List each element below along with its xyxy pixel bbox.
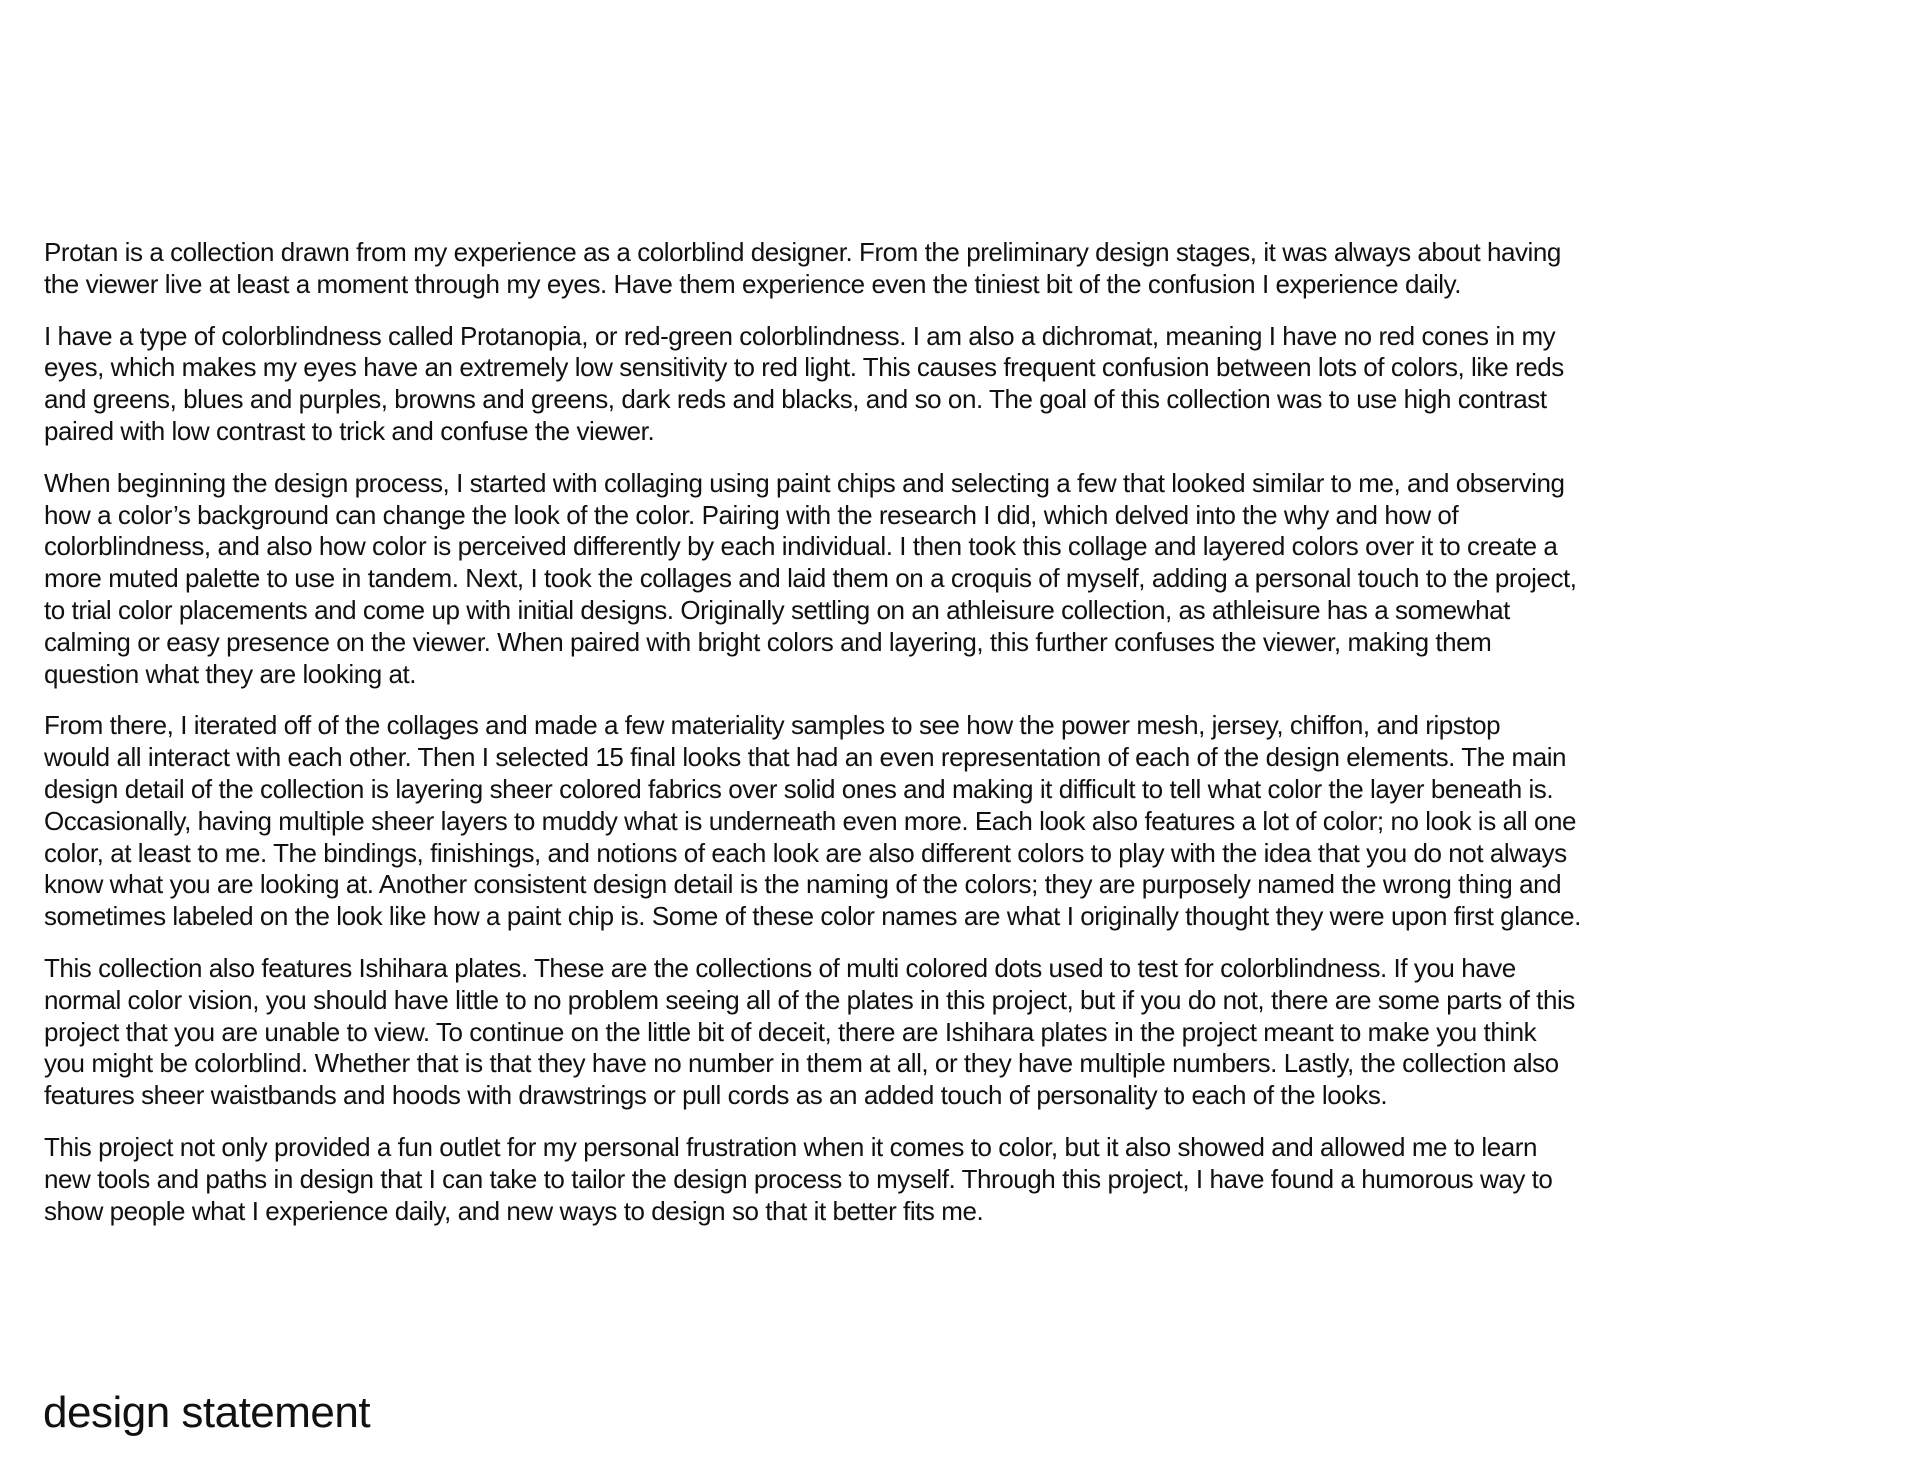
text-line: Protan is a collection drawn from my experience as a colorblind designer. From the preliminary design stages, it was always about having [44, 237, 1561, 267]
text-line: eyes, which makes my eyes have an extremely low sensitivity to red light. This causes frequent confusion between lots of colors, like reds [44, 352, 1564, 383]
text-line: This collection also features Ishihara plates. These are the collections of multi colored dots used to test for colorblindness. If you have [44, 952, 1516, 983]
design-statement-body [44, 237, 1904, 1247]
text-line: This project not only provided a fun outlet for my personal frustration when it comes to color, but it also showed and allowed me to learn [44, 1131, 1537, 1162]
section-heading: design statement [43, 1388, 371, 1437]
text-line: Occasionally, having multiple sheer layers to muddy what is underneath even more. Each look also features a lot of color; no look is all one [44, 805, 1577, 836]
text-line: know what you are looking at. Another consistent design detail is the naming of the colors; they are purposely named the wrong thing and [44, 869, 1562, 900]
text-line: sometimes labeled on the look like how a paint chip is. Some of these color names are what I originally thought they were upon first glance. [44, 901, 1581, 932]
text-line: features sheer waistbands and hoods with drawstrings or pull cords as an added touch of personality to each of the looks. [44, 1080, 1388, 1111]
paragraph [44, 953, 1904, 1112]
paragraph [44, 1132, 1904, 1227]
text-line: calming or easy presence on the viewer. When paired with bright colors and layering, this further confuses the viewer, making them [44, 626, 1492, 657]
text-line: you might be colorblind. Whether that is that they have no number in them at all, or they have multiple numbers. Lastly, the collection also [44, 1048, 1559, 1079]
text-line: paired with low contrast to trick and confuse the viewer. [44, 415, 655, 446]
text-line: normal color vision, you should have little to no problem seeing all of the plates in this project, but if you do not, there are some parts of this [44, 984, 1575, 1015]
paragraph [44, 237, 1904, 301]
text-line: and greens, blues and purples, browns and greens, dark reds and blacks, and so on. The goal of this collection was to use high contrast [44, 384, 1547, 415]
text-line: From there, I iterated off of the collages and made a few materiality samples to see how the power mesh, jersey, chiffon, and ripstop [44, 710, 1501, 741]
text-line: I have a type of colorblindness called Protanopia, or red-green colorblindness. I am also a dichromat, meaning I have no red cones in my [44, 320, 1556, 351]
text-line: design detail of the collection is layering sheer colored fabrics over solid ones and making it difficult to tell what color the layer beneath is. [44, 773, 1554, 804]
text-line: colorblindness, and also how color is perceived differently by each individual. I then took this collage and layered colors over it to create a [44, 531, 1558, 562]
text-line: show people what I experience daily, and new ways to design so that it better fits me. [44, 1195, 984, 1226]
text-line: question what they are looking at. [44, 658, 417, 689]
text-line: the viewer live at least a moment through my eyes. Have them experience even the tiniest bit of the confusion I experience daily. [44, 268, 1462, 299]
paragraph [44, 321, 1904, 448]
text-line: to trial color placements and come up with initial designs. Originally settling on an athleisure collection, as athleisure has a somewhat [44, 594, 1510, 625]
text-line: color, at least to me. The bindings, finishings, and notions of each look are also different colors to play with the idea that you do not always [44, 837, 1567, 868]
text-line: would all interact with each other. Then I selected 15 final looks that had an even representation of each of the design elements. The main [44, 742, 1567, 773]
text-line: project that you are unable to view. To continue on the little bit of deceit, there are Ishihara plates in the project meant to make you think [44, 1016, 1537, 1047]
paragraph [44, 710, 1904, 933]
text-line: how a color’s background can change the look of the color. Pairing with the research I did, which delved into the why and how of [44, 499, 1459, 530]
text-line: more muted palette to use in tandem. Next, I took the collages and laid them on a croquis of myself, adding a personal touch to the project, [44, 563, 1577, 594]
paragraph [44, 468, 1904, 691]
text-line: new tools and paths in design that I can take to tailor the design process to myself. Through this project, I have found a humorous way to [44, 1163, 1553, 1194]
text-line: When beginning the design process, I started with collaging using paint chips and selecting a few that looked similar to me, and observing [44, 467, 1565, 498]
